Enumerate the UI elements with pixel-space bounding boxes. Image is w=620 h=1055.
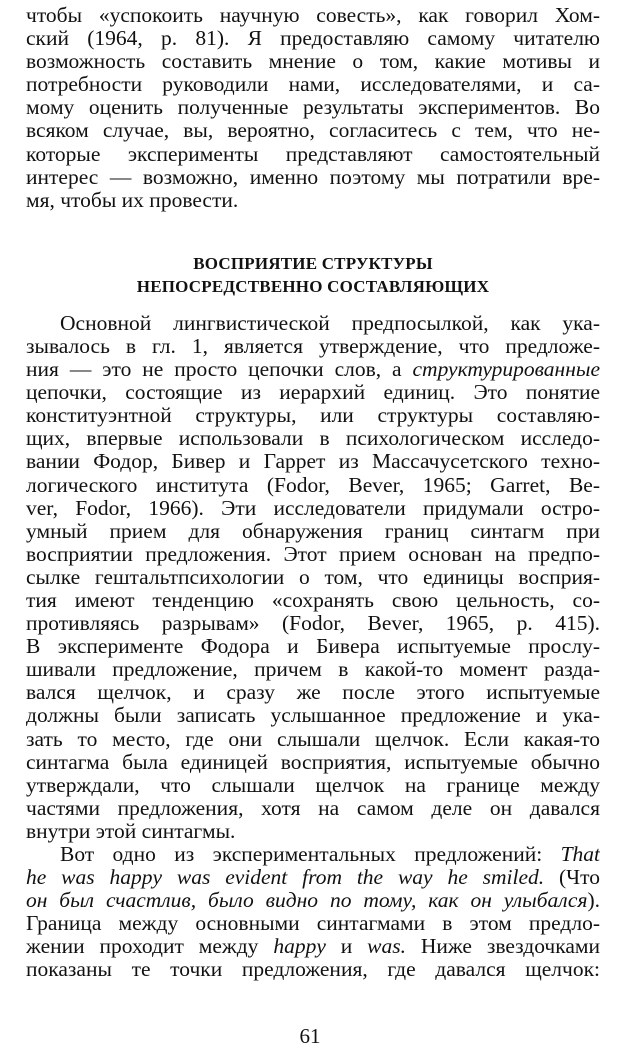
text-line: ния — это не просто цепочки слов, а структурированные (26, 358, 600, 382)
text-line: чтобы «успокоить научную совесть», как говорил Хом- (26, 4, 600, 27)
text-line: всяком случае, вы, вероятно, согласитесь с тем, что не- (26, 119, 600, 143)
text-line: восприятии предложения. Этот прием основан на предпо- (26, 542, 600, 566)
text-line: мому оценить полученные результаты экспериментов. Во (26, 96, 600, 120)
text-line: конституэнтной структуры, или структуры составляю- (26, 404, 600, 428)
text-line: сылке гештальтпсихологии о том, что единицы восприя- (26, 565, 600, 589)
text-line: противляясь разрывам» (Fodor, Bever, 1965, р. 415). (26, 612, 600, 636)
text-line: потребности руководили нами, исследователями, и са- (26, 73, 600, 97)
text-line: логического института (Fodor, Bever, 1965; Garret, Be- (26, 473, 600, 497)
text-line: должны были записать услышанное предложение и ука- (26, 704, 600, 728)
italic-example: he was happy was evident from the way he smiled. (26, 866, 545, 890)
paragraph-example-sentence (26, 843, 600, 982)
italic-example: That (560, 843, 600, 866)
section-heading (26, 252, 600, 298)
text-line: В эксперименте Фодора и Бивера испытуемые прослу- (26, 635, 600, 659)
text-line: he was happy was evident from the way he smiled. (Что (26, 866, 600, 890)
text-line: частями предложения, хотя на самом деле он давался (26, 796, 600, 820)
italic-word: was. (367, 935, 406, 959)
book-page (26, 4, 600, 982)
text-line: ver, Fodor, 1966). Эти исследователи придумали остро- (26, 496, 600, 520)
text-line: тия имеют тенденцию «сохранять свою цельность, со- (26, 588, 600, 612)
text-line: цепочки, состоящие из иерархий единиц. Это понятие (26, 381, 600, 405)
text-line: внутри этой синтагмы. (26, 819, 236, 843)
italic-translation: он был счастлив, было видно по тому, как он улыбался (26, 889, 588, 913)
text-line: которые эксперименты представляют самостоятельный (26, 142, 600, 166)
text-line: показаны те точки предложения, где давался щелчок: (26, 958, 600, 982)
text-line: щих, впервые использовали в психологическом исследо- (26, 427, 600, 451)
text-line: вался щелчок, и сразу же после этого испытуемые (26, 681, 600, 705)
page-number: 61 (299, 1024, 321, 1048)
text-line: шивали предложение, причем в какой-то момент разда- (26, 658, 600, 682)
text-line: интерес — возможно, именно поэтому мы потратили вре- (26, 165, 600, 189)
text-line: Граница между основными синтагмами в этом предло- (26, 912, 600, 936)
text-line: зывалось в гл. 1, является утверждение, что предложе- (26, 334, 600, 358)
paragraph-constituent-structure (26, 312, 600, 843)
text-line: синтагма была единицей восприятия, испытуемые обычно (26, 750, 600, 774)
text-line: жении проходит между happy и was. Ниже звездочками (26, 935, 600, 959)
section-heading-line: ВОСПРИЯТИЕ СТРУКТУРЫ (193, 253, 433, 273)
text-line: умный прием для обнаружения границ синтагм при (26, 519, 600, 543)
text-line: он был счастлив, было видно по тому, как он улыбался). (26, 889, 600, 913)
text-line: Вот одно из экспериментальных предложений: That (60, 843, 600, 866)
text-line: утверждали, что слышали щелчок на границе между (26, 773, 600, 797)
text-line: возможность составить мнение о том, какие мотивы и (26, 50, 600, 74)
text-line: вании Фодор, Бивер и Гаррет из Массачусетского техно- (26, 450, 600, 474)
text-line: зать то место, где они слышали щелчок. Если какая-то (26, 727, 600, 751)
italic-word: happy (273, 935, 326, 959)
section-heading-line: НЕПОСРЕДСТВЕННО СОСТАВЛЯЮЩИХ (136, 276, 490, 296)
intro-paragraph (26, 4, 600, 212)
text-line: мя, чтобы их провести. (26, 188, 239, 212)
text-line: Основной лингвистической предпосылкой, как ука- (60, 311, 600, 335)
text-line: ский (1964, р. 81). Я предоставляю самому читателю (26, 27, 600, 51)
italic-term: структурированные (412, 358, 600, 382)
